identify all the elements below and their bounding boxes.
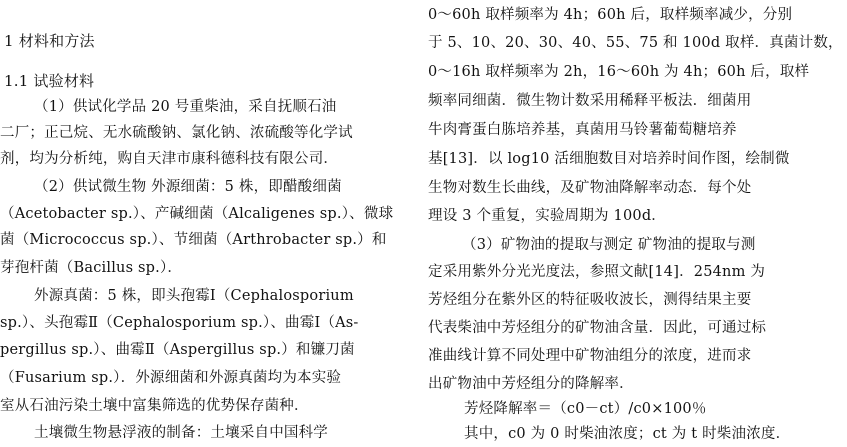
paragraph-line: 芳烃组分在紫外区的特征吸收波长，测得结果主要 xyxy=(428,292,752,308)
equation-definition: 其中，c0 为 0 时柴油浓度；ct 为 t 时柴油浓度． xyxy=(464,426,791,442)
paragraph-line: 外源真菌：5 株，即头孢霉Ⅰ（Cephalosporium xyxy=(34,288,354,304)
section-heading-methods: 1 材料和方法 xyxy=(4,32,95,50)
subsection-heading-materials: 1.1 试验材料 xyxy=(4,72,95,90)
paragraph-line: （3）矿物油的提取与测定 矿物油的提取与测 xyxy=(462,237,756,253)
paragraph-line: （Acetobacter sp.）、产碱细菌（Alcaligenes sp.）、微球 xyxy=(0,206,394,222)
paragraph-line: （1）供试化学品 20 号重柴油，采自抚顺石油 xyxy=(34,99,337,115)
paragraph-line: 二厂；正己烷、无水硫酸钠、氯化钠、浓硫酸等化学试 xyxy=(0,125,353,141)
paragraph-line: 菌（Micrococcus sp.）、节细菌（Arthrobacter sp.）和 xyxy=(0,232,387,248)
paragraph-line: （Fusarium sp.）．外源细菌和外源真菌均为本实验 xyxy=(0,370,342,386)
paragraph-line: 生物对数生长曲线，及矿物油降解率动态．每个处 xyxy=(428,180,752,196)
paragraph-line: 剂，均为分析纯，购自天津市康科德科技有限公司． xyxy=(0,151,339,167)
paragraph-line: 基[13]．以 log10 活细胞数目对培养时间作图，绘制微 xyxy=(428,151,790,167)
paragraph-line: 牛肉膏蛋白胨培养基，真菌用马铃薯葡萄糖培养 xyxy=(428,122,737,138)
paragraph-line: 0～16h 取样频率为 2h，16～60h 为 4h；60h 后，取样 xyxy=(428,64,810,80)
paragraph-line: 室从石油污染土壤中富集筛选的优势保存菌种． xyxy=(0,398,309,414)
paragraph-line: 频率同细菌．微生物计数采用稀释平板法．细菌用 xyxy=(428,93,752,109)
paragraph-line: 芽孢杆菌（Bacillus sp.）． xyxy=(0,260,183,276)
paragraph-line: 于 5、10、20、30、40、55、75 和 100d 取样．真菌计数， xyxy=(428,35,843,51)
paragraph-line: 出矿物油中芳烃组分的降解率． xyxy=(428,376,634,392)
paragraph-line: 土壤微生物悬浮液的制备：土壤采自中国科学 xyxy=(34,425,328,441)
paragraph-line: 理设 3 个重复，实验周期为 100d． xyxy=(428,208,667,224)
equation-degradation-rate: 芳烃降解率＝（c0－ct）/c0×100％ xyxy=(464,401,707,417)
paragraph-line: pergillus sp.）、曲霉Ⅱ（Aspergillus sp.）和镰刀菌 xyxy=(0,342,355,358)
paragraph-line: 准曲线计算不同处理中矿物油组分的浓度，进而求 xyxy=(428,348,752,364)
paragraph-line: 代表柴油中芳烃组分的矿物油含量．因此，可通过标 xyxy=(428,320,767,336)
paragraph-line: （2）供试微生物 外源细菌：5 株，即醋酸细菌 xyxy=(34,179,342,195)
paragraph-line: 定采用紫外分光光度法，参照文献[14]．254nm 为 xyxy=(428,264,766,280)
paragraph-line: 0～60h 取样频率为 4h；60h 后，取样频率减少，分别 xyxy=(428,7,793,23)
paragraph-line: sp.）、头孢霉Ⅱ（Cephalosporium sp.）、曲霉Ⅰ（As- xyxy=(0,315,359,331)
